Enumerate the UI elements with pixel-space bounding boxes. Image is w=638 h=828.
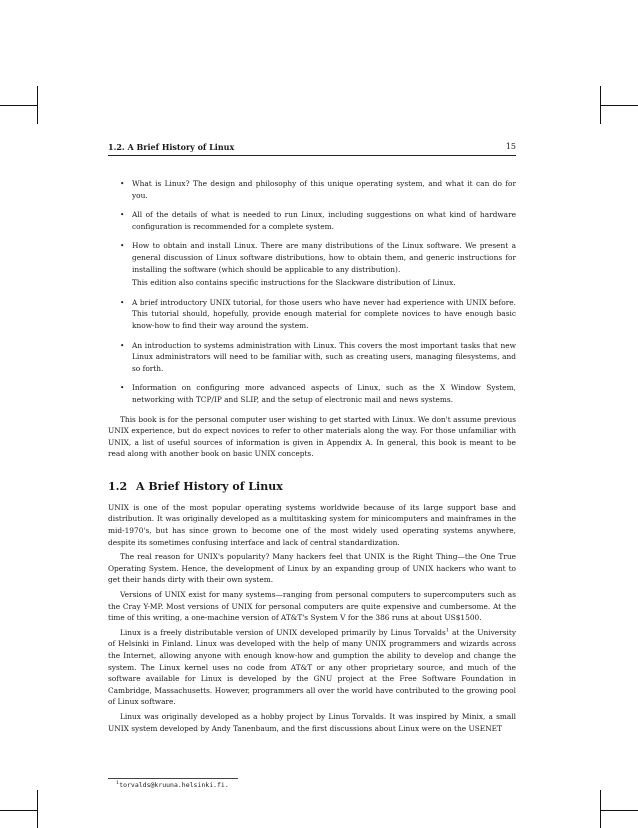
section-number: 1.2 <box>108 479 128 493</box>
footnote-rule <box>108 778 238 779</box>
list-item <box>108 340 516 375</box>
bullet-text: Information on configuring more advanced aspects of Linux, such as the X Window System, networking with TCP/IP and SLIP, and the setup of electronic mail and news systems. <box>132 383 516 404</box>
bullet-note: This edition also contains specific instructions for the Slackware distribution of Linux. <box>132 278 456 288</box>
footnote-mark: 1 <box>445 627 450 634</box>
bullet-icon: • <box>120 179 125 188</box>
header-rule <box>108 155 516 156</box>
paragraph: Versions of UNIX exist for many systems—ranging from personal computers to supercomputers such as the Cray Y-MP. Most versions of UNIX for personal computers are quite expensive and cumbersome. At the time of this writing, a one-machine version of AT&T's System V for the 386 runs at about US$1500. <box>108 590 516 623</box>
paragraph: Linux was originally developed as a hobby project by Linus Torvalds. It was inspired by Minix, a small UNIX system developed by Andy Tanenbaum, and the first discussions about Linux were on the USENET <box>108 711 516 733</box>
paragraph-text: at the University of Helsinki in Finland. Linux was developed with the help of many UNIX programmers and wizards across the Internet, allowing anyone with enough know-how and gumption the ability to develop and change the system. The Linux kernel uses no code from AT&T or any other proprietary source, and much of the software available for Linux is developed by the GNU project at the Free Software Foundation in Cambridge, Massachusetts. However, programmers all over the world have contributed to the growing pool of Linux software. <box>108 627 516 707</box>
bullet-text: An introduction to systems administration with Linux. This covers the most important tasks that new Linux administrators will need to be familiar with, such as creating users, managing filesystems, and so forth. <box>132 340 516 373</box>
list-item <box>108 382 516 405</box>
paragraph: The real reason for UNIX's popularity? Many hackers feel that UNIX is the Right Thing—the One True Operating System. Hence, the development of Linux by an expanding group of UNIX hackers who want to get their hands dirty with their own system. <box>108 552 516 585</box>
crop-mark-bottom-right-v <box>600 790 601 828</box>
bullet-text: A brief introductory UNIX tutorial, for those users who have never had experience with UNIX before. This tutorial should, hopefully, provide enough material for complete novices to have enough basic know-how to find their way around the system. <box>132 297 516 330</box>
crop-mark-bottom-left-v <box>37 790 38 828</box>
bullet-text: All of the details of what is needed to run Linux, including suggestions on what kind of hardware configuration is recommended for a complete system. <box>132 210 516 231</box>
list-item <box>108 240 516 288</box>
footnote-email: torvalds@kruuna.helsinki.fi. <box>119 781 229 789</box>
bullet-icon: • <box>120 297 125 307</box>
list-item <box>108 297 516 332</box>
intro-paragraph: This book is for the personal computer user wishing to get started with Linux. We don't assume previous UNIX experience, but do expect novices to refer to other materials along the way. For those unfamiliar with UNIX, a list of useful sources of information is given in Appendix A. In general, this book is meant to be read along with another book on basic UNIX concepts. <box>108 414 516 459</box>
crop-mark-bottom-right-h <box>600 810 638 811</box>
list-item <box>108 209 516 232</box>
crop-mark-top-left-v <box>37 86 38 124</box>
crop-mark-top-right-v <box>600 86 601 124</box>
footnote-number: 1 <box>116 779 120 786</box>
bullet-list <box>108 178 516 406</box>
bullet-text: How to obtain and install Linux. There are many distributions of the Linux software. We present a general discussion of Linux software distributions, how to obtain them, and generic instructions for installing the software (which should be applicable to any distribution). <box>132 241 516 274</box>
paragraph: UNIX is one of the most popular operating systems worldwide because of its large support base and distribution. It was originally developed as a multitasking system for minicomputers and mainframes in the mid-1970's, but has since grown to become one of the most widely used operating systems anywhere, despite its sometimes confusing interface and lack of central standardization. <box>108 502 516 547</box>
bullet-text: What is Linux? The design and philosophy of this unique operating system, and what it can do for you. <box>132 179 516 200</box>
paragraph-text: Linux is a freely distributable version of UNIX developed primarily by Linus Torvalds <box>120 627 446 637</box>
running-header <box>108 142 516 154</box>
crop-mark-top-right-h <box>600 105 638 106</box>
page-body <box>108 178 516 734</box>
bullet-icon: • <box>120 340 125 350</box>
page-number: 15 <box>505 142 516 151</box>
paragraph <box>108 627 516 708</box>
header-title: 1.2. A Brief History of Linux <box>108 142 235 152</box>
bullet-icon: • <box>120 383 125 393</box>
bullet-icon: • <box>120 210 125 220</box>
bullet-icon: • <box>120 241 125 251</box>
section-heading <box>108 480 516 494</box>
crop-mark-top-left-h <box>0 105 38 106</box>
crop-mark-bottom-left-h <box>0 810 38 811</box>
footnote <box>116 781 229 790</box>
section-title: A Brief History of Linux <box>136 479 283 493</box>
list-item <box>108 178 516 201</box>
